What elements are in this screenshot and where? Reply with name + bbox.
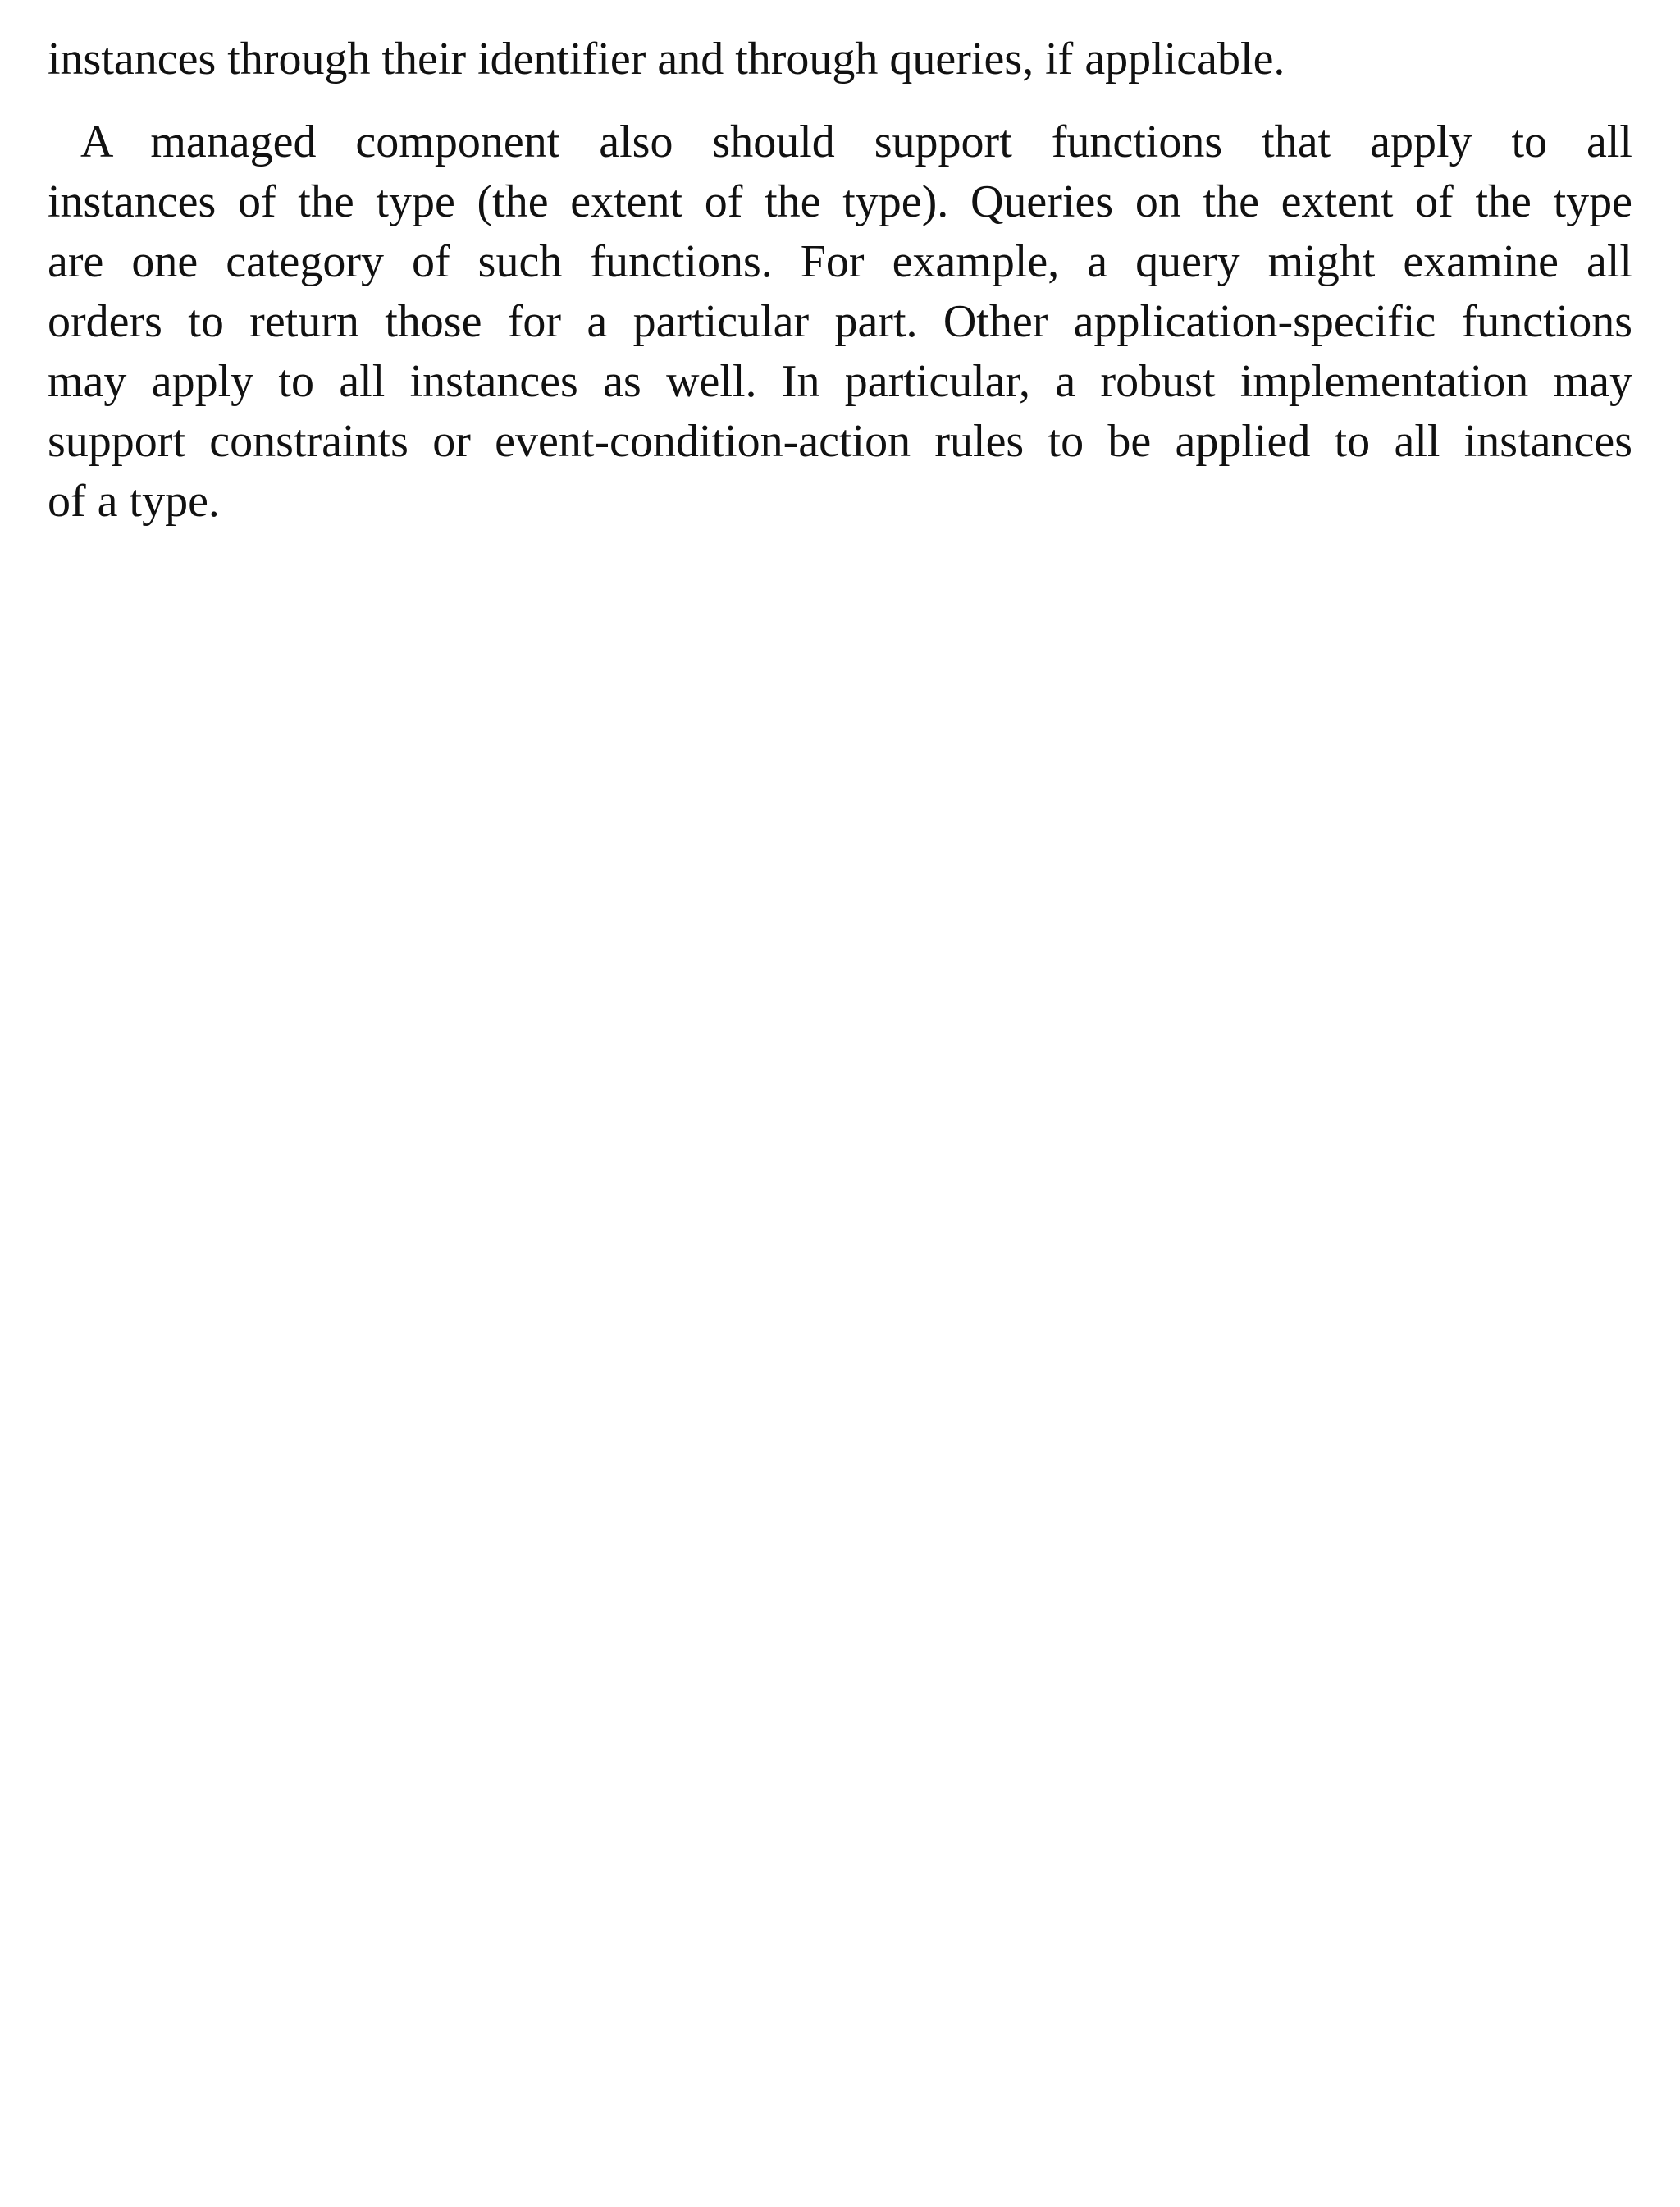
- paragraph-line: are one category of such functions. For example, a query might examine all: [48, 236, 1632, 287]
- document-body: [48, 30, 1632, 532]
- paragraph-line: support constraints or event-condition-action rules to be applied to all instances: [48, 416, 1632, 467]
- paragraph-line: instances of the type (the extent of the type). Queries on the extent of the type: [48, 176, 1632, 227]
- paragraph-line: A managed component also should support functions that apply to all: [80, 117, 1632, 167]
- paragraph-line: orders to return those for a particular part. Other application-specific functions: [48, 296, 1632, 347]
- paragraph-1: [48, 30, 1632, 89]
- paragraph-2: [48, 112, 1632, 532]
- paragraph-line: instances through their identifier and through queries, if applicable.: [48, 34, 1285, 85]
- paragraph-line: of a type.: [48, 476, 220, 527]
- paragraph-line: may apply to all instances as well. In particular, a robust implementation may: [48, 356, 1632, 407]
